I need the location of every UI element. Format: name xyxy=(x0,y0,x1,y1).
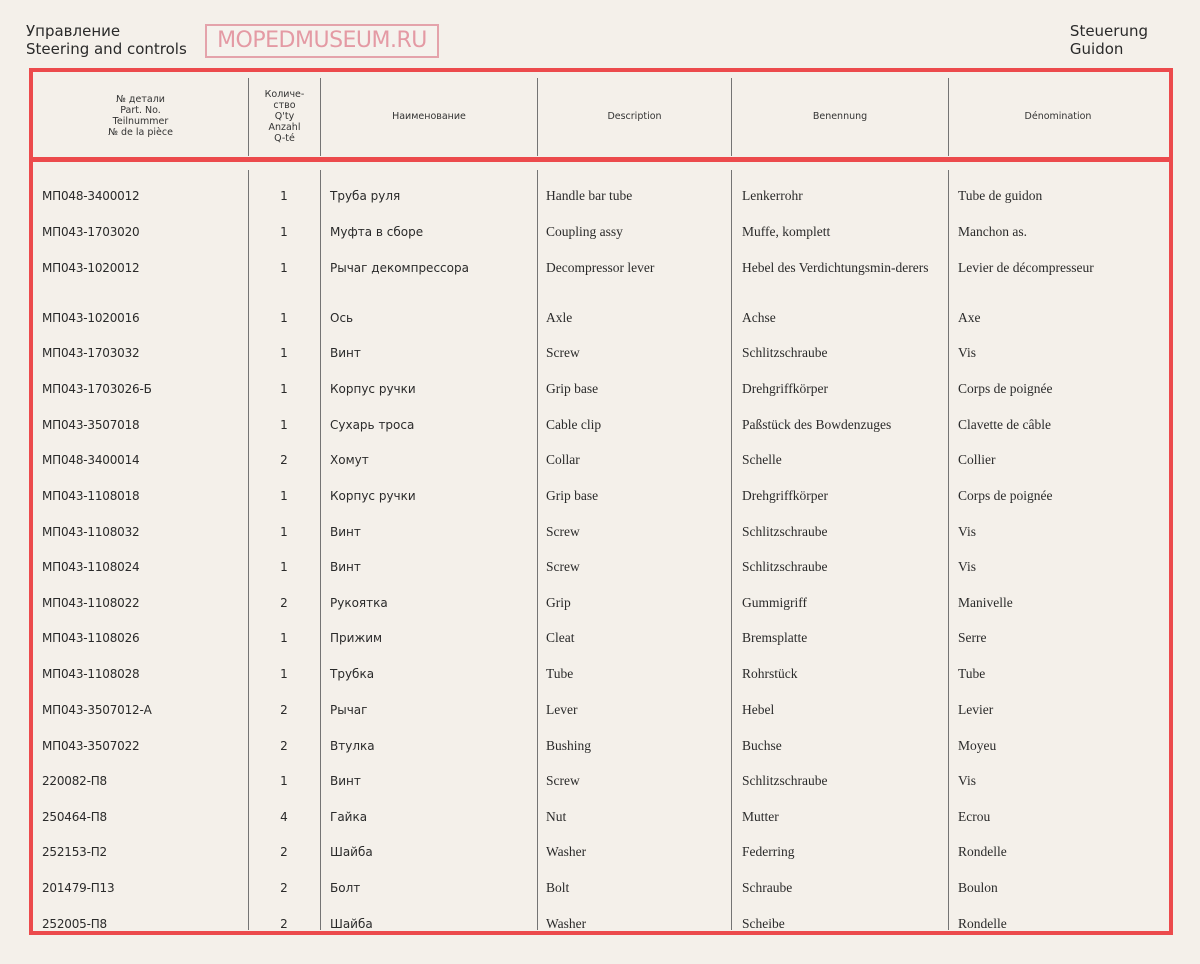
cell-part: МП043-3507022 xyxy=(42,739,140,753)
cell-de: Rohrstück xyxy=(742,666,798,681)
table-row xyxy=(0,810,1200,840)
cell-en: Screw xyxy=(546,345,580,360)
table-row xyxy=(0,917,1200,947)
cell-ru: Гайка xyxy=(330,810,368,824)
cell-fr: Levier de décompresseur xyxy=(958,260,1094,275)
cell-qty: 2 xyxy=(280,453,288,467)
cell-part: МП043-3507012-А xyxy=(42,703,152,717)
cell-ru: Втулка xyxy=(330,739,375,753)
cell-ru: Сухарь троса xyxy=(330,418,415,432)
cell-en: Handle bar tube xyxy=(546,188,633,203)
cell-qty: 1 xyxy=(280,225,288,239)
cell-de: Drehgriffkörper xyxy=(742,381,828,396)
cell-part: МП043-1108018 xyxy=(42,489,140,503)
cell-de: Paßstück des Bowdenzuges xyxy=(742,417,892,432)
cell-part: 252005-П8 xyxy=(42,917,107,931)
cell-part: МП043-1108024 xyxy=(42,560,140,574)
cell-qty: 2 xyxy=(280,703,288,717)
cell-en: Bushing xyxy=(546,738,592,753)
cell-en: Grip base xyxy=(546,381,599,396)
cell-part: МП043-1703032 xyxy=(42,346,140,360)
cell-ru: Шайба xyxy=(330,845,373,859)
cell-ru: Винт xyxy=(330,525,361,539)
cell-fr: Manivelle xyxy=(958,595,1013,610)
table-row xyxy=(0,703,1200,733)
title-left-ru: Управление xyxy=(26,22,121,40)
table-row xyxy=(0,382,1200,412)
cell-part: МП048-3400014 xyxy=(42,453,140,467)
cell-qty: 1 xyxy=(280,418,288,432)
table-row xyxy=(0,525,1200,555)
cell-qty: 1 xyxy=(280,189,288,203)
cell-ru: Шайба xyxy=(330,917,373,931)
cell-de: Gummigriff xyxy=(742,595,807,610)
table-row xyxy=(0,560,1200,590)
cell-part: МП043-1108026 xyxy=(42,631,140,645)
cell-en: Decompressor lever xyxy=(546,260,655,275)
cell-de: Achse xyxy=(742,310,776,325)
table-row xyxy=(0,261,1200,291)
cell-part: МП043-1108028 xyxy=(42,667,140,681)
cell-de: Hebel xyxy=(742,702,775,717)
cell-de: Buchse xyxy=(742,738,782,753)
cell-en: Axle xyxy=(546,310,573,325)
cell-ru: Корпус ручки xyxy=(330,489,416,503)
cell-qty: 1 xyxy=(280,560,288,574)
cell-fr: Vis xyxy=(958,559,976,574)
cell-de: Drehgriffkörper xyxy=(742,488,828,503)
cell-part: МП043-1020012 xyxy=(42,261,140,275)
cell-ru: Рычаг xyxy=(330,703,368,717)
table-row xyxy=(0,418,1200,448)
cell-part: МП043-1108022 xyxy=(42,596,140,610)
table-row xyxy=(0,489,1200,519)
cell-ru: Корпус ручки xyxy=(330,382,416,396)
cell-part: МП048-3400012 xyxy=(42,189,140,203)
cell-ru: Трубка xyxy=(330,667,375,681)
cell-en: Screw xyxy=(546,773,580,788)
cell-en: Lever xyxy=(546,702,578,717)
cell-fr: Vis xyxy=(958,773,976,788)
cell-part: 250464-П8 xyxy=(42,810,107,824)
cell-fr: Boulon xyxy=(958,880,998,895)
table-row xyxy=(0,774,1200,804)
cell-fr: Vis xyxy=(958,345,976,360)
cell-en: Cable clip xyxy=(546,417,602,432)
table-row xyxy=(0,881,1200,911)
cell-de: Lenkerrohr xyxy=(742,188,803,203)
cell-fr: Manchon as. xyxy=(958,224,1027,239)
cell-en: Cleat xyxy=(546,630,575,645)
cell-ru: Рычаг декомпрессора xyxy=(330,261,469,275)
cell-qty: 1 xyxy=(280,489,288,503)
cell-qty: 4 xyxy=(280,810,288,824)
cell-part: 201479-П13 xyxy=(42,881,115,895)
title-left-en: Steering and controls xyxy=(26,40,187,58)
cell-fr: Moyeu xyxy=(958,738,997,753)
cell-de: Schlitzschraube xyxy=(742,345,828,360)
cell-en: Collar xyxy=(546,452,580,467)
cell-de: Federring xyxy=(742,844,795,859)
cell-qty: 1 xyxy=(280,311,288,325)
cell-en: Bolt xyxy=(546,880,570,895)
cell-qty: 2 xyxy=(280,917,288,931)
cell-de: Schlitzschraube xyxy=(742,524,828,539)
cell-qty: 1 xyxy=(280,261,288,275)
cell-ru: Труба руля xyxy=(330,189,401,203)
table-row xyxy=(0,631,1200,661)
cell-en: Grip xyxy=(546,595,571,610)
cell-part: МП043-1020016 xyxy=(42,311,140,325)
header-en: Description xyxy=(607,110,662,122)
cell-qty: 1 xyxy=(280,667,288,681)
cell-ru: Болт xyxy=(330,881,361,895)
title-right-de: Steuerung xyxy=(1069,22,1148,40)
table-row xyxy=(0,596,1200,626)
cell-de: Muffe, komplett xyxy=(742,224,831,239)
cell-fr: Corps de poignée xyxy=(958,488,1053,503)
header-de: Benennung xyxy=(812,110,868,122)
cell-qty: 2 xyxy=(280,845,288,859)
header-ru: Наименование xyxy=(392,110,466,122)
page-title-left xyxy=(26,22,187,58)
cell-en: Coupling assy xyxy=(546,224,623,239)
table-row xyxy=(0,739,1200,769)
cell-fr: Rondelle xyxy=(958,916,1007,931)
header-part-no: № детали Part. No. Teilnummer № de la pièce xyxy=(108,94,173,138)
table-row xyxy=(0,453,1200,483)
table-row xyxy=(0,189,1200,219)
cell-ru: Винт xyxy=(330,346,361,360)
cell-fr: Axe xyxy=(958,310,981,325)
cell-part: МП043-1703020 xyxy=(42,225,140,239)
cell-fr: Serre xyxy=(958,630,987,645)
cell-qty: 2 xyxy=(280,881,288,895)
cell-de: Schelle xyxy=(742,452,782,467)
cell-qty: 2 xyxy=(280,739,288,753)
cell-ru: Винт xyxy=(330,774,361,788)
cell-qty: 1 xyxy=(280,631,288,645)
cell-ru: Муфта в сборе xyxy=(330,225,424,239)
cell-part: 252153-П2 xyxy=(42,845,107,859)
title-right-fr: Guidon xyxy=(1069,40,1124,58)
cell-qty: 2 xyxy=(280,596,288,610)
cell-ru: Винт xyxy=(330,560,361,574)
cell-ru: Прижим xyxy=(330,631,383,645)
cell-ru: Ось xyxy=(330,311,354,325)
table-row xyxy=(0,225,1200,255)
cell-en: Washer xyxy=(546,916,587,931)
cell-part: 220082-П8 xyxy=(42,774,107,788)
cell-de: Bremsplatte xyxy=(742,630,808,645)
cell-qty: 1 xyxy=(280,774,288,788)
cell-de: Schraube xyxy=(742,880,793,895)
page-title-right xyxy=(1070,22,1148,58)
cell-de: Scheibe xyxy=(742,916,785,931)
cell-part: МП043-1703026-Б xyxy=(42,382,152,396)
cell-fr: Rondelle xyxy=(958,844,1007,859)
cell-qty: 1 xyxy=(280,525,288,539)
cell-en: Tube xyxy=(546,666,574,681)
header-qty: Количе- ство Q'ty Anzahl Q-té xyxy=(264,88,305,144)
cell-de: Schlitzschraube xyxy=(742,559,828,574)
cell-de: Hebel des Verdichtungsmin-derers xyxy=(742,260,929,275)
table-row xyxy=(0,346,1200,376)
cell-fr: Corps de poignée xyxy=(958,381,1053,396)
cell-qty: 1 xyxy=(280,346,288,360)
cell-fr: Ecrou xyxy=(958,809,991,824)
cell-en: Screw xyxy=(546,559,580,574)
header-fr: Dénomination xyxy=(1024,110,1092,122)
table-row xyxy=(0,311,1200,341)
cell-fr: Tube de guidon xyxy=(958,188,1043,203)
cell-de: Mutter xyxy=(742,809,779,824)
cell-fr: Vis xyxy=(958,524,976,539)
cell-part: МП043-1108032 xyxy=(42,525,140,539)
table-row xyxy=(0,845,1200,875)
cell-en: Washer xyxy=(546,844,587,859)
cell-ru: Рукоятка xyxy=(330,596,388,610)
cell-en: Nut xyxy=(546,809,567,824)
cell-en: Screw xyxy=(546,524,580,539)
watermark-logo: MOPEDMUSEUM.RU xyxy=(205,24,439,58)
cell-part: МП043-3507018 xyxy=(42,418,140,432)
cell-fr: Collier xyxy=(958,452,996,467)
header-divider xyxy=(29,157,1173,162)
cell-fr: Tube xyxy=(958,666,986,681)
table-row xyxy=(0,667,1200,697)
cell-de: Schlitzschraube xyxy=(742,773,828,788)
cell-qty: 1 xyxy=(280,382,288,396)
cell-fr: Levier xyxy=(958,702,994,717)
cell-ru: Хомут xyxy=(330,453,369,467)
cell-fr: Clavette de câble xyxy=(958,417,1051,432)
cell-en: Grip base xyxy=(546,488,599,503)
